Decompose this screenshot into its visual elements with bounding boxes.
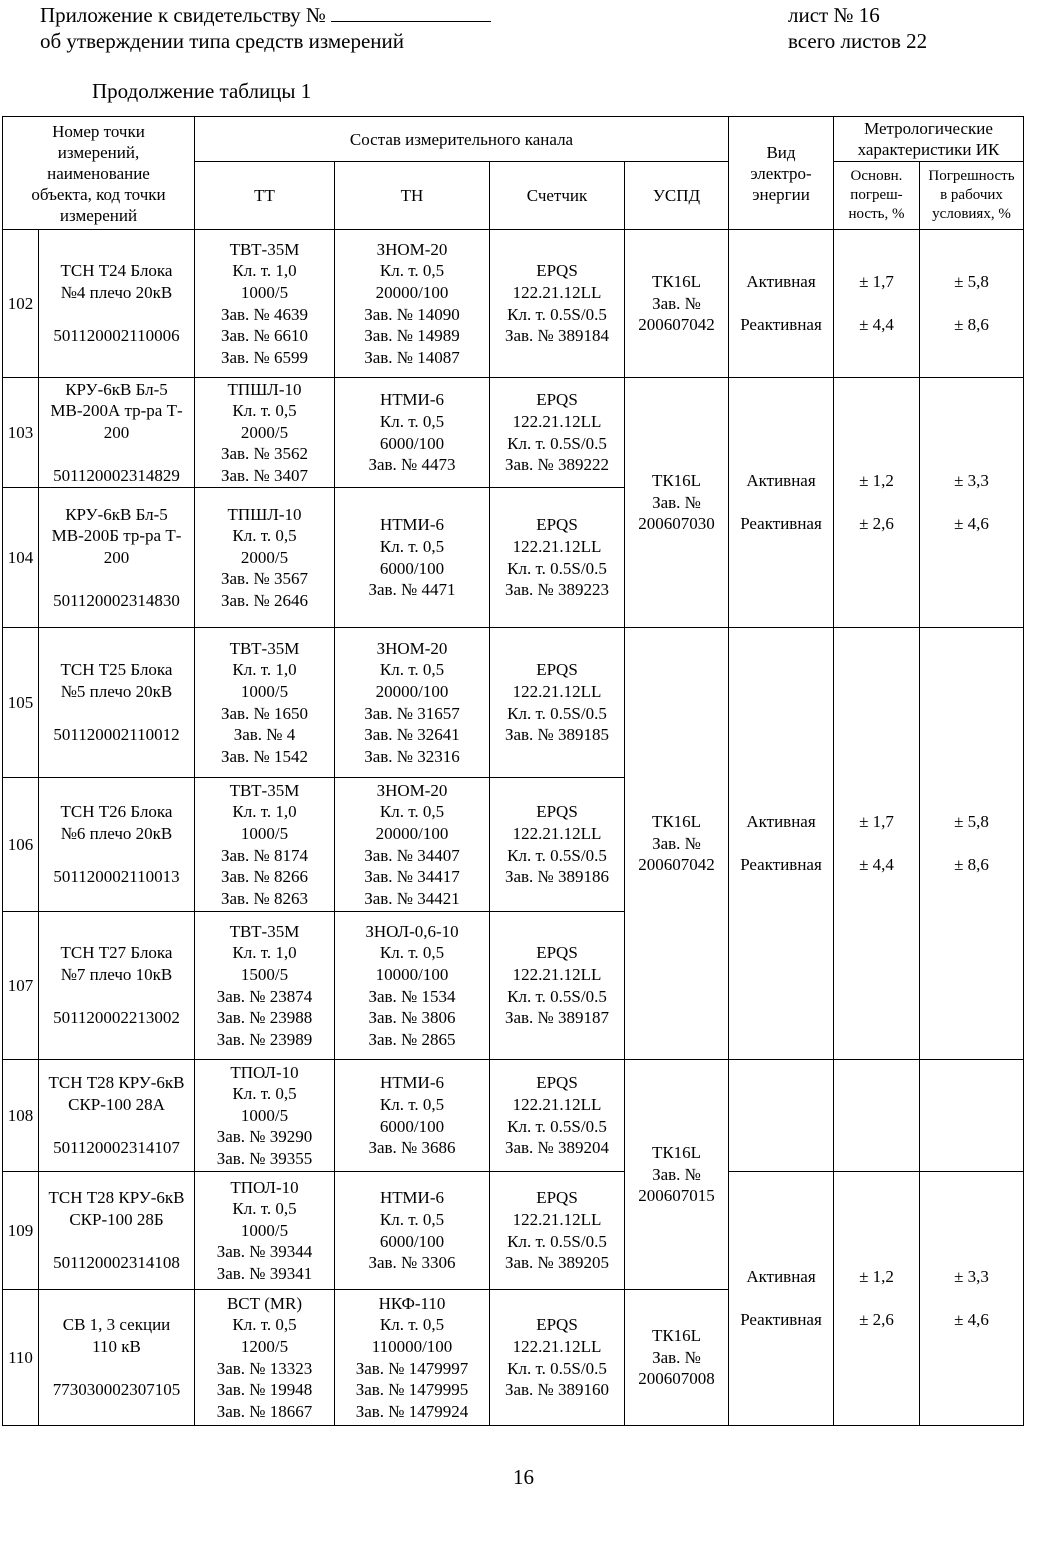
header-meter: Счетчик	[490, 162, 625, 230]
row-number: 104	[3, 488, 39, 628]
tn-cell: НТМИ-6 Кл. т. 0,5 6000/100 Зав. № 3686	[335, 1060, 490, 1172]
working-error-cell: ± 3,3 ± 4,6	[920, 378, 1024, 628]
tt-cell: ТВТ-35М Кл. т. 1,0 1000/5 Зав. № 8174 Зав. № 8266 Зав. № 8263	[195, 778, 335, 912]
working-error-cell: ± 5,8 ± 8,6	[920, 628, 1024, 1060]
header-metrology: Метрологические характеристики ИК	[834, 117, 1024, 162]
working-error-cell: ± 3,3 ± 4,6	[920, 1172, 1024, 1426]
header-tn: ТН	[335, 162, 490, 230]
header-basic-error: Основн. погреш- ность, %	[834, 162, 920, 230]
tn-cell: ЗНОМ-20 Кл. т. 0,5 20000/100 Зав. № 14090 Зав. № 14989 Зав. № 14087	[335, 230, 490, 378]
basic-error-cell: ± 1,7 ± 4,4	[834, 230, 920, 378]
tn-cell: НКФ-110 Кл. т. 0,5 110000/100 Зав. № 1479997 Зав. № 1479995 Зав. № 1479924	[335, 1290, 490, 1426]
total-sheets: всего листов 22	[788, 29, 928, 53]
header-energy: Вид электро- энергии	[729, 117, 834, 230]
tn-cell: НТМИ-6 Кл. т. 0,5 6000/100 Зав. № 4473	[335, 378, 490, 488]
tt-cell: ВСТ (MR) Кл. т. 0,5 1200/5 Зав. № 13323 Зав. № 19948 Зав. № 18667	[195, 1290, 335, 1426]
uspd-cell: ТК16L Зав. № 200607042	[625, 628, 729, 1060]
row-number: 105	[3, 628, 39, 778]
tn-cell: НТМИ-6 Кл. т. 0,5 6000/100 Зав. № 4471	[335, 488, 490, 628]
certificate-number-blank	[331, 3, 491, 22]
energy-type-cell: Активная Реактивная	[729, 230, 834, 378]
tt-cell: ТПШЛ-10 Кл. т. 0,5 2000/5 Зав. № 3562 Зав. № 3407	[195, 378, 335, 488]
uspd-cell: ТК16L Зав. № 200607042	[625, 230, 729, 378]
point-name: ТСН Т28 КРУ-6кВ СКР-100 28Б 501120002314108	[39, 1172, 195, 1290]
appendix-line	[40, 2, 491, 28]
table-row	[3, 1060, 1024, 1172]
header-point: Номер точки измерений, наименование объекта, код точки измерений	[3, 117, 195, 230]
basic-error-cell: ± 1,7 ± 4,4	[834, 628, 920, 1060]
table-row	[3, 628, 1024, 778]
approval-line: об утверждении типа средств измерений	[40, 29, 405, 53]
header-tt: ТТ	[195, 162, 335, 230]
meter-cell: EPQS 122.21.12LL Кл. т. 0.5S/0.5 Зав. № 389222	[490, 378, 625, 488]
meter-cell: EPQS 122.21.12LL Кл. т. 0.5S/0.5 Зав. № 389185	[490, 628, 625, 778]
header-working-error: Погрешность в рабочих условиях, %	[920, 162, 1024, 230]
empty-cell	[729, 1060, 834, 1172]
uspd-cell: ТК16L Зав. № 200607008	[625, 1290, 729, 1426]
row-number: 107	[3, 912, 39, 1060]
appendix-text: Приложение к свидетельству №	[40, 3, 326, 27]
energy-type-cell: Активная Реактивная	[729, 1172, 834, 1426]
point-name: ТСН Т28 КРУ-6кВ СКР-100 28А 501120002314107	[39, 1060, 195, 1172]
table-row	[3, 230, 1024, 378]
sheet-number: лист № 16	[788, 3, 880, 27]
meter-cell: EPQS 122.21.12LL Кл. т. 0.5S/0.5 Зав. № 389186	[490, 778, 625, 912]
point-name: ТСН Т26 Блока №6 плечо 20кВ 501120002110013	[39, 778, 195, 912]
tt-cell: ТВТ-35М Кл. т. 1,0 1000/5 Зав. № 1650 Зав. № 4 Зав. № 1542	[195, 628, 335, 778]
point-name: ТСН Т27 Блока №7 плечо 10кВ 501120002213002	[39, 912, 195, 1060]
row-number: 110	[3, 1290, 39, 1426]
tn-cell: ЗНОМ-20 Кл. т. 0,5 20000/100 Зав. № 31657 Зав. № 32641 Зав. № 32316	[335, 628, 490, 778]
basic-error-cell: ± 1,2 ± 2,6	[834, 1172, 920, 1426]
working-error-cell: ± 5,8 ± 8,6	[920, 230, 1024, 378]
uspd-cell: ТК16L Зав. № 200607030	[625, 378, 729, 628]
point-name: КРУ-6кВ Бл-5 МВ-200А тр-ра Т- 200 501120002314829	[39, 378, 195, 488]
point-name: СВ 1, 3 секции 110 кВ 773030002307105	[39, 1290, 195, 1426]
row-number: 108	[3, 1060, 39, 1172]
tn-cell: ЗНОМ-20 Кл. т. 0,5 20000/100 Зав. № 34407 Зав. № 34417 Зав. № 34421	[335, 778, 490, 912]
energy-type-cell: Активная Реактивная	[729, 628, 834, 1060]
row-number: 102	[3, 230, 39, 378]
tt-cell: ТПОЛ-10 Кл. т. 0,5 1000/5 Зав. № 39344 Зав. № 39341	[195, 1172, 335, 1290]
row-number: 103	[3, 378, 39, 488]
meter-cell: EPQS 122.21.12LL Кл. т. 0.5S/0.5 Зав. № 389184	[490, 230, 625, 378]
point-name: ТСН Т24 Блока №4 плечо 20кВ 501120002110006	[39, 230, 195, 378]
point-name: ТСН Т25 Блока №5 плечо 20кВ 501120002110012	[39, 628, 195, 778]
energy-type-cell: Активная Реактивная	[729, 378, 834, 628]
meter-cell: EPQS 122.21.12LL Кл. т. 0.5S/0.5 Зав. № 389223	[490, 488, 625, 628]
point-name: КРУ-6кВ Бл-5 МВ-200Б тр-ра Т- 200 501120002314830	[39, 488, 195, 628]
table-row	[3, 378, 1024, 488]
tt-cell: ТПОЛ-10 Кл. т. 0,5 1000/5 Зав. № 39290 Зав. № 39355	[195, 1060, 335, 1172]
meter-cell: EPQS 122.21.12LL Кл. т. 0.5S/0.5 Зав. № 389204	[490, 1060, 625, 1172]
empty-cell	[920, 1060, 1024, 1172]
meter-cell: EPQS 122.21.12LL Кл. т. 0.5S/0.5 Зав. № 389187	[490, 912, 625, 1060]
tn-cell: ЗНОЛ-0,6-10 Кл. т. 0,5 10000/100 Зав. № 1534 Зав. № 3806 Зав. № 2865	[335, 912, 490, 1060]
header-channel: Состав измерительного канала	[195, 117, 729, 162]
meter-cell: EPQS 122.21.12LL Кл. т. 0.5S/0.5 Зав. № 389205	[490, 1172, 625, 1290]
table-row	[3, 1172, 1024, 1290]
meter-cell: EPQS 122.21.12LL Кл. т. 0.5S/0.5 Зав. № 389160	[490, 1290, 625, 1426]
row-number: 106	[3, 778, 39, 912]
basic-error-cell: ± 1,2 ± 2,6	[834, 378, 920, 628]
header-uspd: УСПД	[625, 162, 729, 230]
measurement-channels-table	[2, 116, 1024, 1426]
empty-cell	[834, 1060, 920, 1172]
tn-cell: НТМИ-6 Кл. т. 0,5 6000/100 Зав. № 3306	[335, 1172, 490, 1290]
tt-cell: ТВТ-35М Кл. т. 1,0 1000/5 Зав. № 4639 Зав. № 6610 Зав. № 6599	[195, 230, 335, 378]
row-number: 109	[3, 1172, 39, 1290]
uspd-cell: ТК16L Зав. № 200607015	[625, 1060, 729, 1290]
page-number: 16	[513, 1465, 534, 1489]
tt-cell: ТПШЛ-10 Кл. т. 0,5 2000/5 Зав. № 3567 Зав. № 2646	[195, 488, 335, 628]
table-continuation-title: Продолжение таблицы 1	[92, 79, 312, 103]
tt-cell: ТВТ-35М Кл. т. 1,0 1500/5 Зав. № 23874 Зав. № 23988 Зав. № 23989	[195, 912, 335, 1060]
